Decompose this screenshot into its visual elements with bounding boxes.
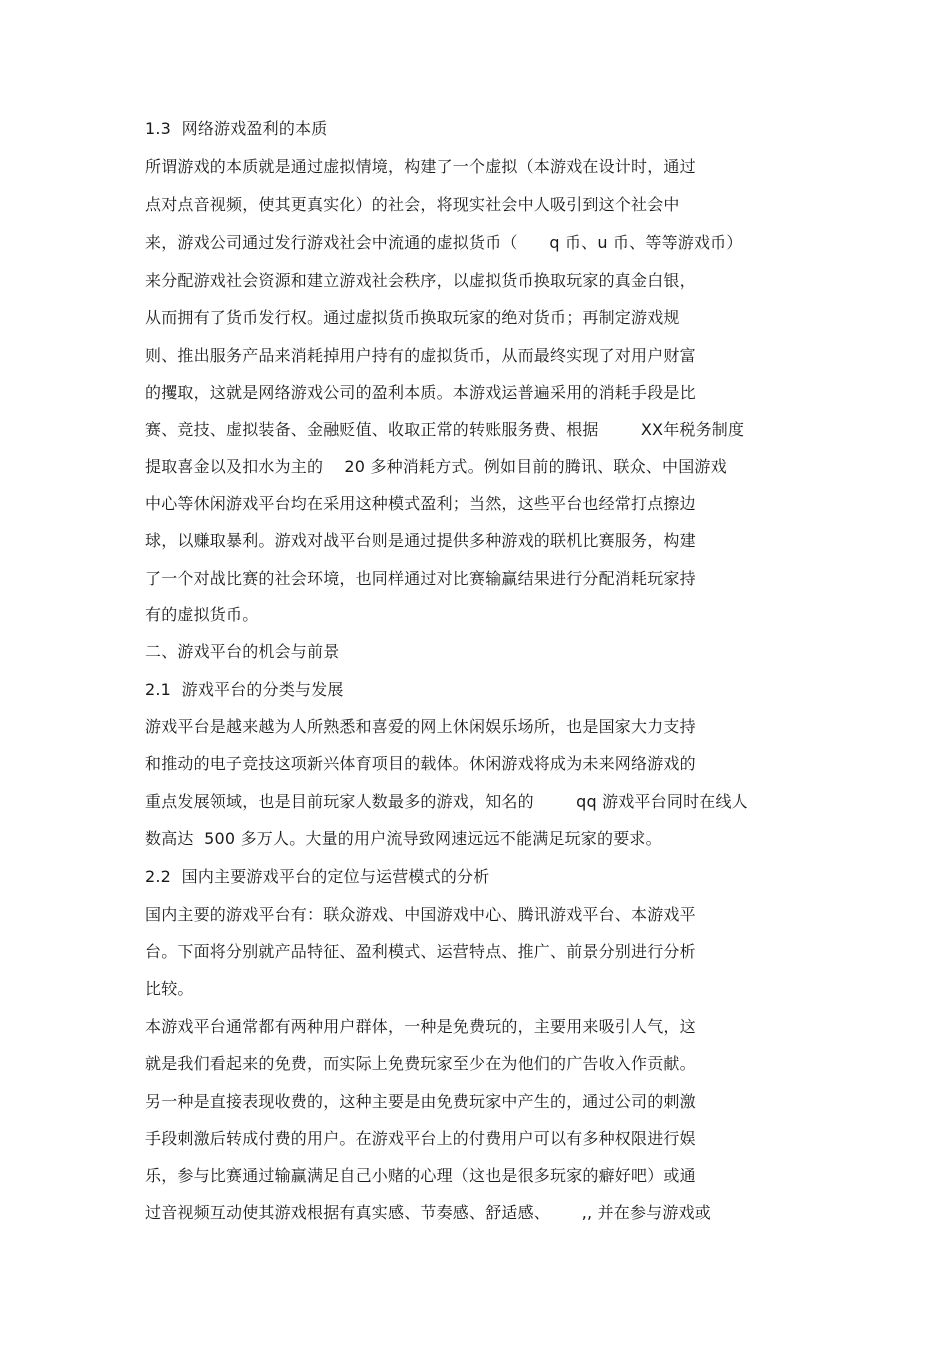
paragraph-line: 本游戏平台通常都有两种用户群体，一种是免费玩的，主要用来吸引人气，这 xyxy=(145,1017,696,1036)
paragraph-line: 游戏平台是越来越为人所熟悉和喜爱的网上休闲娱乐场所，也是国家大力支持 xyxy=(145,717,696,736)
paragraph-line: 有的虚拟货币。 xyxy=(145,605,259,624)
paragraph-line: 数高达 500 多万人。大量的用户流导致网速远远不能满足玩家的要求。 xyxy=(145,829,662,848)
paragraph-line: 和推动的电子竞技这项新兴体育项目的载体。休闲游戏将成为未来网络游戏的 xyxy=(145,754,696,773)
paragraph-line: 乐，参与比赛通过输赢满足自己小赌的心理（这也是很多玩家的癖好吧）或通 xyxy=(145,1166,696,1185)
paragraph-line: 中心等休闲游戏平台均在采用这种模式盈利；当然，这些平台也经常打点擦边 xyxy=(145,494,696,513)
paragraph-line: 点对点音视频，使其更真实化）的社会，将现实社会中人吸引到这个社会中 xyxy=(145,195,680,214)
paragraph-line: 从而拥有了货币发行权。通过虚拟货币换取玩家的绝对货币；再制定游戏规 xyxy=(145,308,680,327)
section-heading: 1.3 网络游戏盈利的本质 xyxy=(145,119,328,138)
paragraph-line: 提取喜金以及扣水为主的 20 多种消耗方式。例如目前的腾讯、联众、中国游戏 xyxy=(145,457,727,476)
paragraph-line: 比较。 xyxy=(145,979,194,998)
paragraph-line: 国内主要的游戏平台有：联众游戏、中国游戏中心、腾讯游戏平台、本游戏平 xyxy=(145,905,696,924)
paragraph-line: 赛、竞技、虚拟装备、金融贬值、收取正常的转账服务费、根据 XX年税务制度 xyxy=(145,420,745,439)
paragraph-line: 来分配游戏社会资源和建立游戏社会秩序，以虚拟货币换取玩家的真金白银， xyxy=(145,271,696,290)
paragraph-line: 所谓游戏的本质就是通过虚拟情境，构建了一个虚拟（本游戏在设计时，通过 xyxy=(145,157,696,176)
paragraph-line: 球，以赚取暴利。游戏对战平台则是通过提供多种游戏的联机比赛服务，构建 xyxy=(145,531,696,550)
section-heading: 2.1 游戏平台的分类与发展 xyxy=(145,680,344,699)
paragraph-line: 台。下面将分别就产品特征、盈利模式、运营特点、推广、前景分别进行分析 xyxy=(145,942,696,961)
paragraph-line: 重点发展领域，也是目前玩家人数最多的游戏，知名的 qq 游戏平台同时在线人 xyxy=(145,792,748,811)
paragraph-line: 另一种是直接表现收费的，这种主要是由免费玩家中产生的，通过公司的刺激 xyxy=(145,1092,696,1111)
paragraph-line: 来，游戏公司通过发行游戏社会中流通的虚拟货币（ q 币、u 币、等等游戏币） xyxy=(145,233,743,252)
paragraph-line: 过音视频互动使其游戏根据有真实感、节奏感、舒适感、 ,, 并在参与游戏或 xyxy=(145,1203,711,1222)
paragraph-line: 手段刺激后转成付费的用户。在游戏平台上的付费用户可以有多种权限进行娱 xyxy=(145,1129,696,1148)
section-heading: 2.2 国内主要游戏平台的定位与运营模式的分析 xyxy=(145,867,490,886)
paragraph-line: 则、推出服务产品来消耗掉用户持有的虚拟货币，从而最终实现了对用户财富 xyxy=(145,346,696,365)
paragraph-line: 就是我们看起来的免费，而实际上免费玩家至少在为他们的广告收入作贡献。 xyxy=(145,1054,696,1073)
paragraph-line: 了一个对战比赛的社会环境，也同样通过对比赛输赢结果进行分配消耗玩家持 xyxy=(145,569,696,588)
paragraph-line: 的攫取，这就是网络游戏公司的盈利本质。本游戏运普遍采用的消耗手段是比 xyxy=(145,383,696,402)
chapter-heading: 二、游戏平台的机会与前景 xyxy=(145,642,340,661)
